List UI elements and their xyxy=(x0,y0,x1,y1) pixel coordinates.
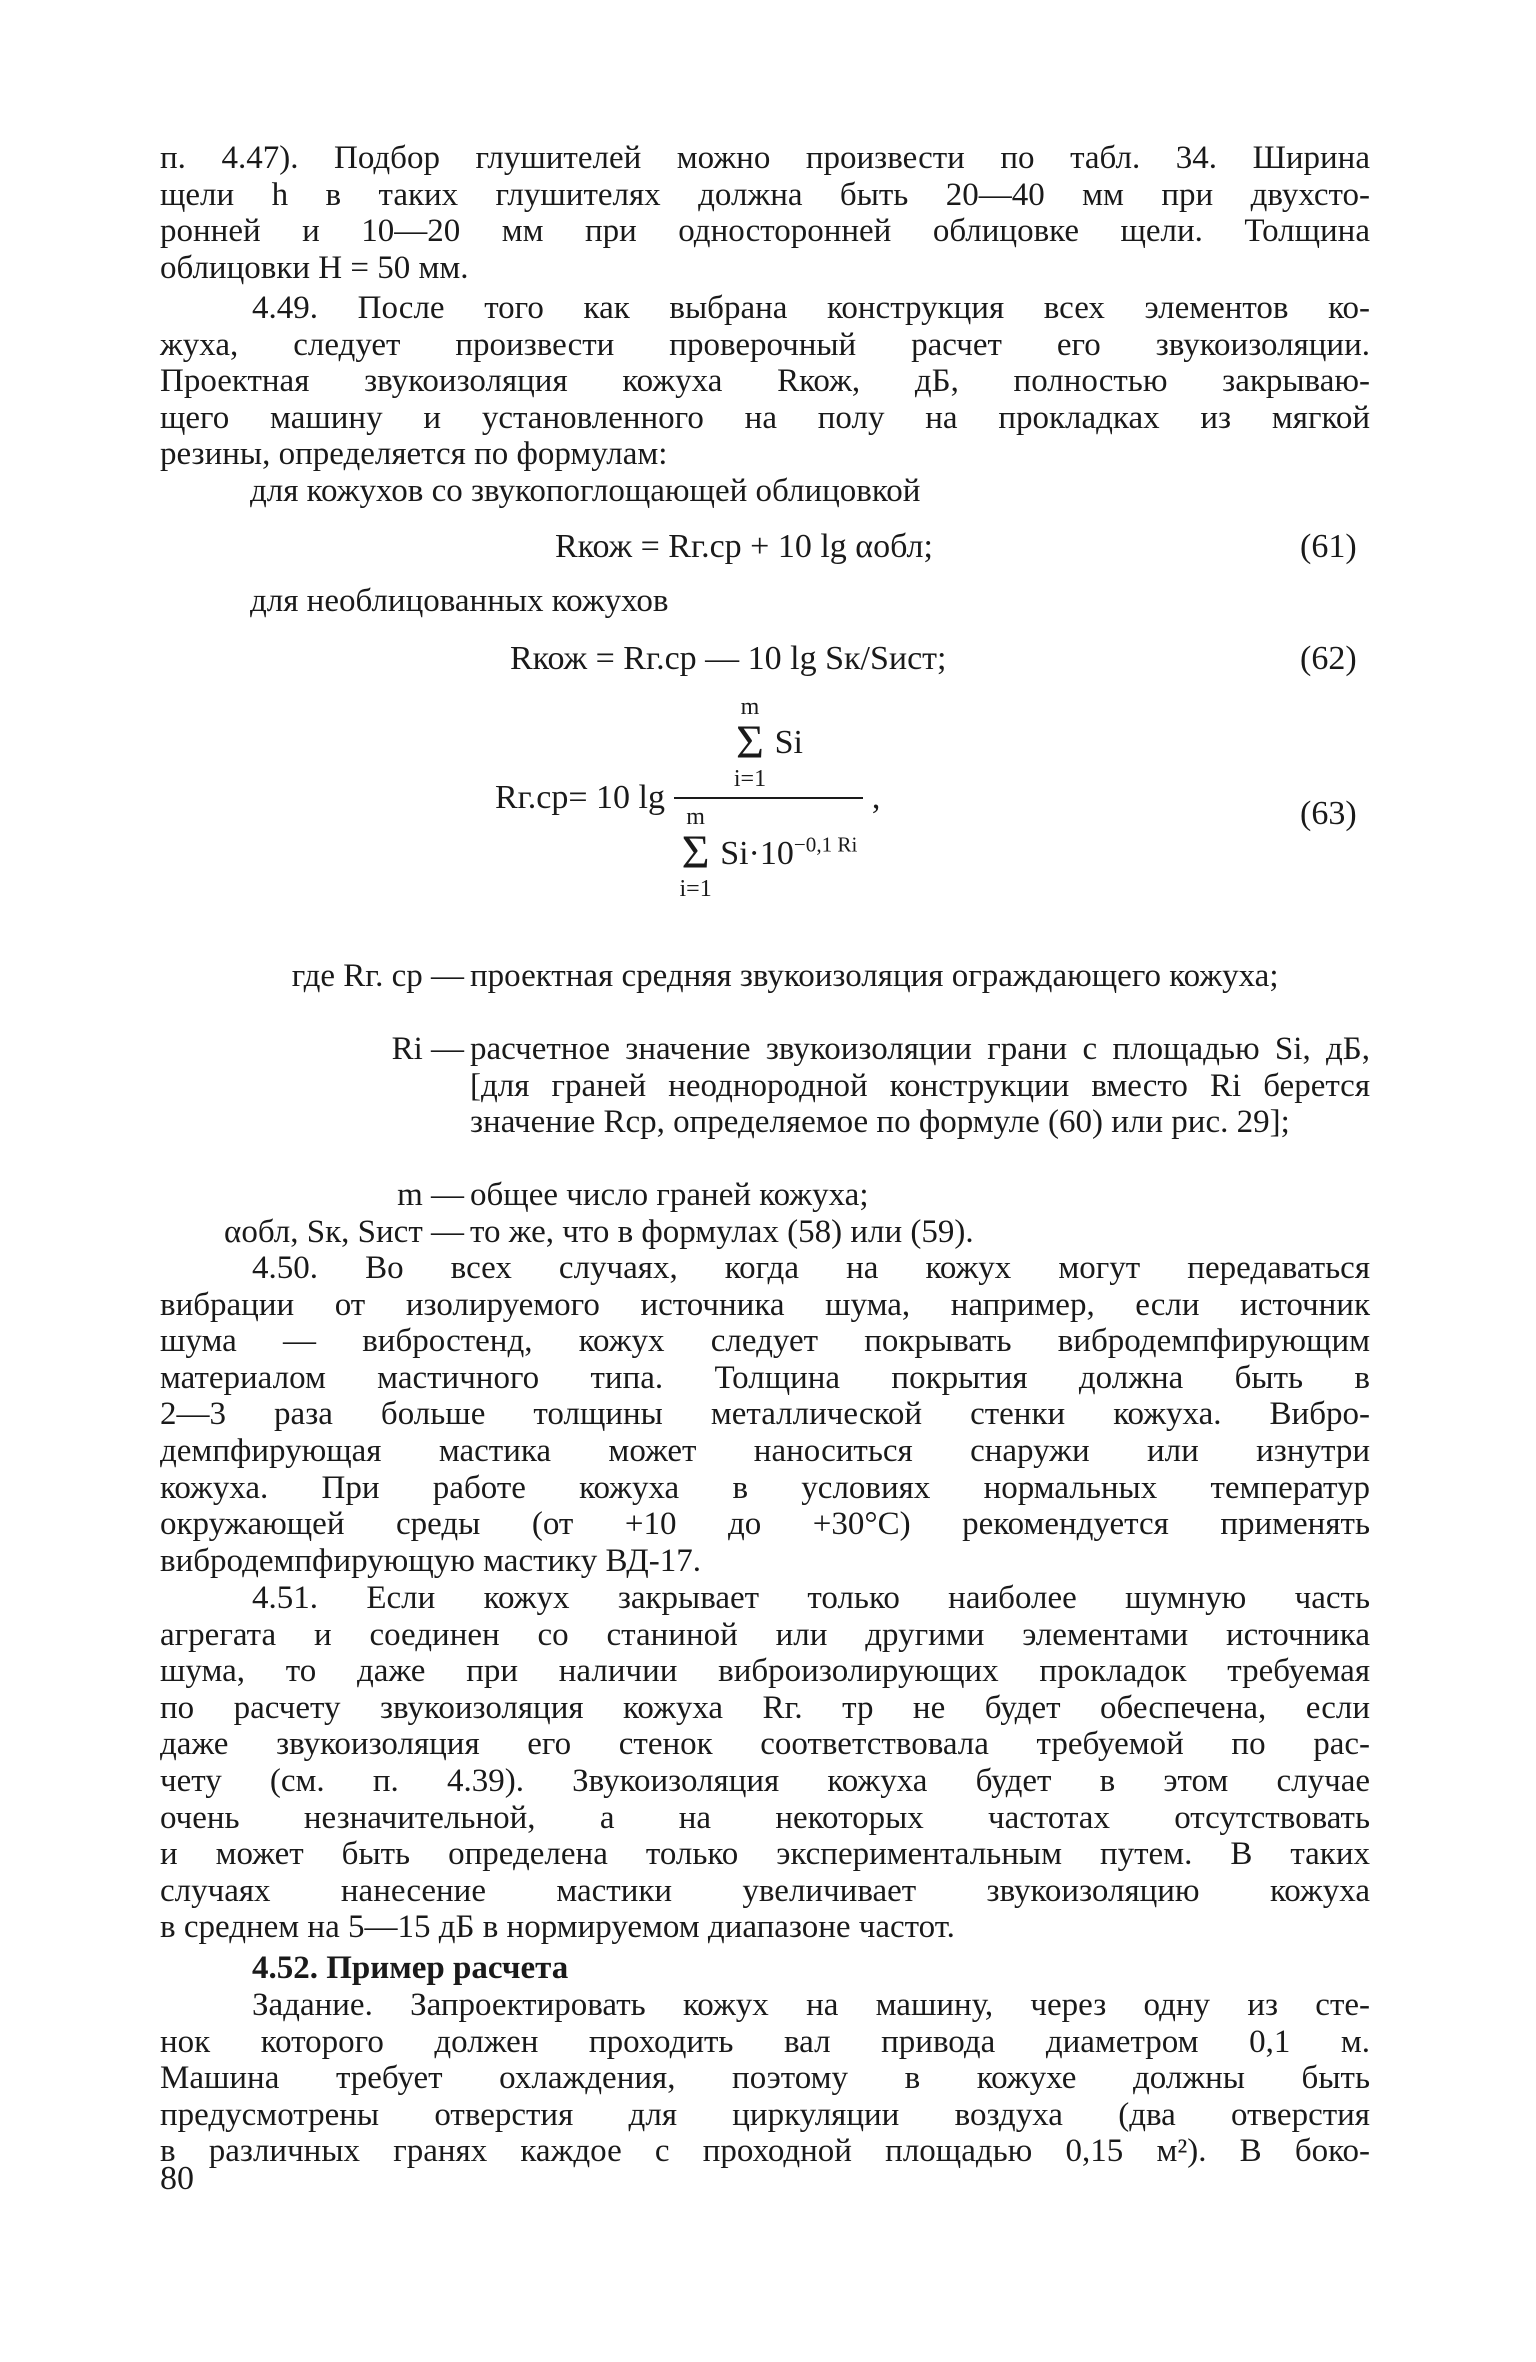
text-line: облицовки H = 50 мм. xyxy=(160,249,469,286)
sum-upper-limit: m xyxy=(686,804,705,830)
text-line: по расчету звукоизоляция кожуха Rг. тр не будет обеспечена, если xyxy=(160,1689,1370,1726)
text-line: даже звукоизоляция его стенок соответствовала требуемой по рас- xyxy=(160,1726,1370,1763)
formula-63-numerator xyxy=(674,695,864,791)
paragraph-4-49 xyxy=(160,290,1370,473)
paragraph-4-51 xyxy=(160,1580,1370,1946)
text-line: 4.51. Если кожух закрывает только наиболее шумную часть xyxy=(252,1580,1370,1616)
text-line: резины, определяется по формулам: xyxy=(160,436,668,473)
text-line: чету (см. п. 4.39). Звукоизоляция кожуха будет в этом случае xyxy=(160,1762,1370,1799)
equation-number-61: (61) xyxy=(1300,528,1357,565)
text-line: очень незначительной, а на некоторых частотах отсутствовать xyxy=(160,1799,1370,1836)
paragraph-glushiteli xyxy=(160,140,1370,286)
paragraph-zadanie xyxy=(160,1987,1370,2170)
definition-term: αобл, Sк, Sист — xyxy=(224,1214,464,1250)
fraction-bar xyxy=(674,797,864,799)
section-heading-4-52: 4.52. Пример расчета xyxy=(252,1950,569,1986)
definition-term: m — xyxy=(397,1177,464,1213)
text-line: в среднем на 5—15 дБ в нормируемом диапазоне частот. xyxy=(160,1909,955,1946)
definition-term: Ri — xyxy=(391,1031,464,1067)
text-line: 2—3 раза больше толщины металлической стенки кожуха. Вибро- xyxy=(160,1396,1370,1433)
sum-term: Si·10 xyxy=(720,835,794,873)
text-line: случаях нанесение мастики увеличивает звукоизоляцию кожуха xyxy=(160,1872,1370,1909)
sum-upper-limit: m xyxy=(740,694,760,720)
text-line: Проектная звукоизоляция кожуха Rкож, дБ, полностью закрываю- xyxy=(160,363,1370,400)
paragraph-4-50 xyxy=(160,1250,1370,1579)
equation-number-62: (62) xyxy=(1300,640,1357,677)
sum-term: Si xyxy=(774,724,803,761)
exponent: −0,1 Ri xyxy=(793,832,858,857)
text-line: вибрации от изолируемого источника шума, например, если источник xyxy=(160,1286,1370,1323)
text-line: щели h в таких глушителях должна быть 20—40 мм при двухсто- xyxy=(160,176,1370,213)
formula-63-denominator xyxy=(674,805,864,901)
formula-intro-lined: для кожухов со звукопоглощающей облицовкой xyxy=(250,473,921,509)
sum-sign: Σ xyxy=(736,716,764,769)
text-line: 4.50. Во всех случаях, когда на кожух могут передаваться xyxy=(252,1250,1370,1286)
text-line: шума — вибростенд, кожух следует покрывать вибродемпфирующим xyxy=(160,1323,1370,1360)
definition-text: расчетное значение звукоизоляции грани с площадью Si, дБ, [для граней неоднородной конструкции вместо Ri берется значение Rср, определяемое по формуле (60) или рис. 29]; xyxy=(470,1031,1370,1141)
text-line: окружающей среды (от +10 до +30°С) рекомендуется применять xyxy=(160,1506,1370,1543)
definition-text: общее число граней кожуха; xyxy=(470,1177,869,1213)
text-line: ронней и 10—20 мм при односторонней облицовке щели. Толщина xyxy=(160,213,1370,250)
text-line: п. 4.47). Подбор глушителей можно произвести по табл. 34. Ширина xyxy=(160,140,1370,176)
sum-sign: Σ xyxy=(681,826,710,879)
sum-lower-limit: i=1 xyxy=(679,876,712,902)
text-line: жуха, следует произвести проверочный расчет его звукоизоляции. xyxy=(160,326,1370,363)
text-line: агрегата и соединен со станиной или другими элементами источника xyxy=(160,1616,1370,1653)
definitions-list xyxy=(0,958,1536,1258)
equation-number-63: (63) xyxy=(1300,795,1357,832)
text-line: щего машину и установленного на полу на прокладках из мягкой xyxy=(160,399,1370,436)
text-line: 4.49. После того как выбрана конструкция всех элементов ко- xyxy=(252,290,1370,326)
formula-63-comma: , xyxy=(871,779,881,816)
formula-63-fraction xyxy=(674,695,864,901)
text-line: вибродемпфирующую мастику ВД-17. xyxy=(160,1542,701,1579)
text-line: кожуха. При работе кожуха в условиях нормальных температур xyxy=(160,1469,1370,1506)
text-line: и может быть определена только экспериментальным путем. В таких xyxy=(160,1836,1370,1873)
definition-text: проектная средняя звукоизоляция ограждающего кожуха; xyxy=(470,958,1279,994)
text-line: Задание. Запроектировать кожух на машину, через одну из сте- xyxy=(252,1987,1370,2023)
text-line: нок которого должен проходить вал привода диаметром 0,1 м. xyxy=(160,2023,1370,2060)
text-line: в различных гранях каждое с проходной площадью 0,15 м²). В боко- xyxy=(160,2133,1370,2170)
definition-term: где Rг. ср — xyxy=(291,958,464,994)
text-line: материалом мастичного типа. Толщина покрытия должна быть в xyxy=(160,1359,1370,1396)
formula-62: Rкож = Rг.ср — 10 lg Sк/Sист; xyxy=(510,640,947,677)
text-line: шума, то даже при наличии виброизолирующих прокладок требуемая xyxy=(160,1653,1370,1690)
formula-intro-unlined: для необлицованных кожухов xyxy=(250,583,669,619)
formula-61: Rкож = Rг.ср + 10 lg αобл; xyxy=(555,528,933,565)
sum-lower-limit: i=1 xyxy=(733,766,767,792)
formula-63 xyxy=(495,695,880,901)
page-number: 80 xyxy=(160,2160,194,2197)
text-line: предусмотрены отверстия для циркуляции воздуха (два отверстия xyxy=(160,2096,1370,2133)
definition-text: то же, что в формулах (58) или (59). xyxy=(470,1214,974,1250)
text-line: Машина требует охлаждения, поэтому в кожухе должны быть xyxy=(160,2060,1370,2097)
formula-63-lhs: Rг.ср= 10 lg xyxy=(495,779,665,816)
text-line: демпфирующая мастика может наноситься снаружи или изнутри xyxy=(160,1432,1370,1469)
